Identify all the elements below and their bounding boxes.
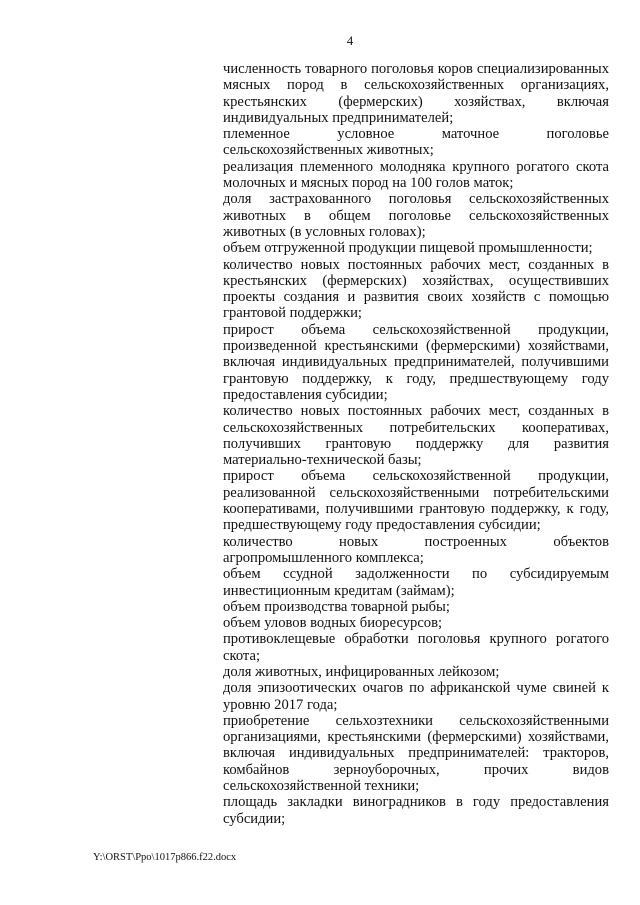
list-item: противоклещевые обработки поголовья крупного рогатого скота; [223, 631, 609, 664]
list-item: реализация племенного молодняка крупного рогатого скота молочных и мясных пород на 100 голов маток; [223, 158, 609, 192]
indicator-list [223, 61, 609, 827]
list-item: доля эпизоотических очагов по африканской чуме свиней к уровню 2017 года; [223, 680, 609, 713]
list-item: объем отгруженной продукции пищевой промышленности; [223, 240, 593, 257]
list-item: количество новых постоянных рабочих мест, созданных в крестьянских (фермерских) хозяйствах, осуществивших проекты создания и развития своих хозяйств с помощью грантовой поддержки; [223, 256, 609, 322]
list-item: доля застрахованного поголовья сельскохозяйственных животных в общем поголовье сельскохозяйственных животных (в условных головах); [223, 191, 609, 240]
list-item: приобретение сельхозтехники сельскохозяйственными организациями, крестьянскими (фермерскими) хозяйствами, включая индивидуальных предпринимателей: тракторов, комбайнов зерноуборочных, прочих видов сельскохозяйственной техники; [223, 712, 609, 795]
list-item: объем ссудной задолженности по субсидируемым инвестиционным кредитам (займам); [223, 566, 609, 599]
list-item: количество новых построенных объектов агропромышленного комплекса; [223, 533, 609, 566]
list-item: площадь закладки виноградников в году предоставления субсидии; [223, 794, 609, 827]
list-item: объем производства товарной рыбы; [223, 598, 450, 615]
list-item: количество новых постоянных рабочих мест, созданных в сельскохозяйственных потребительских кооперативах, получивших грантовую поддержку для развития материально-технической базы; [223, 403, 609, 469]
list-item: доля животных, инфицированных лейкозом; [223, 663, 500, 680]
list-item: племенное условное маточное поголовье сельскохозяйственных животных; [223, 126, 609, 159]
page-number: 4 [346, 33, 354, 48]
list-item: прирост объема сельскохозяйственной продукции, реализованной сельскохозяйственными потребительскими кооперативами, получившими грантовую поддержку, к году, предшествующему году предоставления субсидии; [223, 468, 609, 534]
list-item: прирост объема сельскохозяйственной продукции, произведенной крестьянскими (фермерскими) хозяйствами, включая индивидуальных предпринимателей, получившими грантовую поддержку, к году, предшествующему году предоставления субсидии; [223, 321, 609, 403]
document-file-path: Y:\ORST\Ppo\1017p866.f22.docx [93, 852, 237, 863]
list-item: объем уловов водных биоресурсов; [223, 615, 443, 632]
list-item: численность товарного поголовья коров специализированных мясных пород в сельскохозяйственных организациях, крестьянских (фермерских) хозяйствах, включая индивидуальных предпринимателей; [223, 61, 609, 126]
